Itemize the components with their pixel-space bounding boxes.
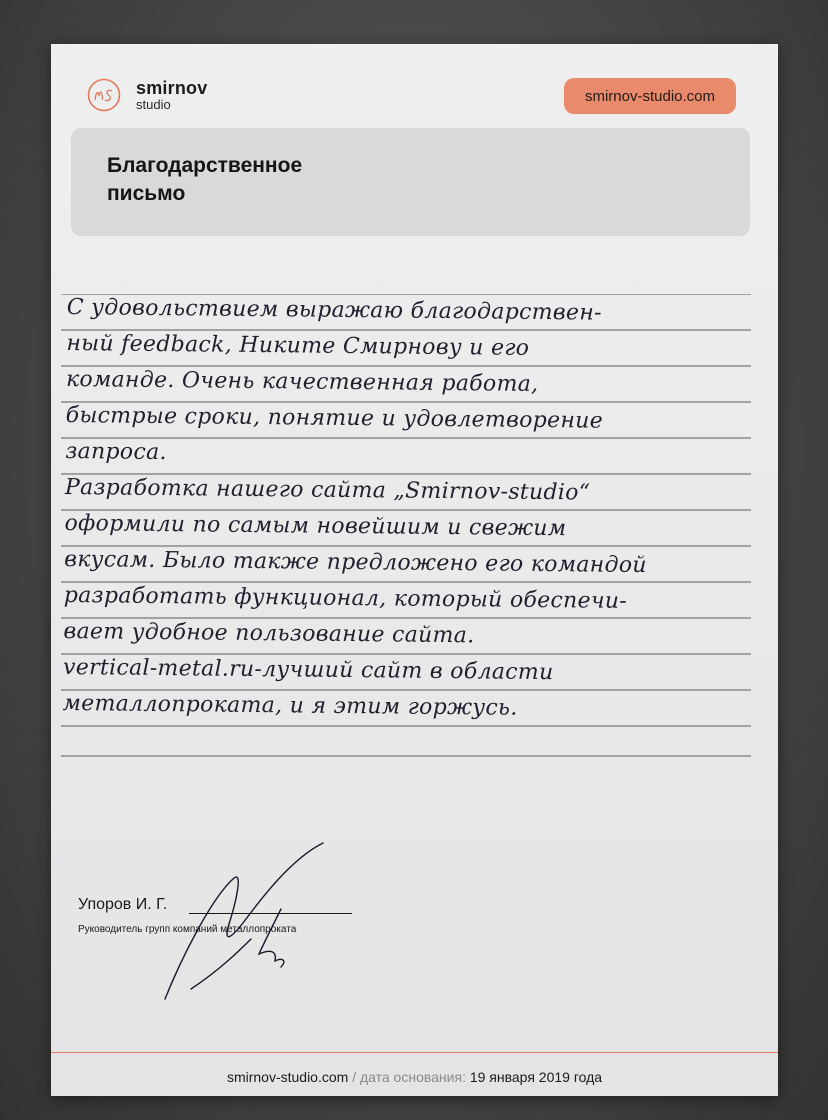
signer-name: Упоров И. Г. xyxy=(78,896,168,913)
handwritten-line: вкусам. Было также предложено его командой xyxy=(64,546,647,579)
handwritten-letter xyxy=(62,290,768,729)
handwritten-line: металлопроката, и я этим горжусь. xyxy=(62,690,518,721)
handwritten-line: оформили по самым новейшим и свежим xyxy=(64,510,567,542)
page-title xyxy=(107,152,302,208)
brand-name: smirnov xyxy=(136,78,208,98)
signer-role: Руководитель групп компаний металлопроката xyxy=(78,924,297,935)
handwritten-line: быстрые сроки, понятие и удовлетворение xyxy=(65,402,604,434)
handwritten-line: запроса. xyxy=(65,438,167,466)
handwritten-line: команде. Очень качественная работа, xyxy=(65,366,539,397)
handwritten-line: вает удобное пользование сайта. xyxy=(63,618,475,649)
title-banner xyxy=(71,128,750,236)
handwritten-line: С удовольствием выражаю благодарствен- xyxy=(66,294,602,326)
handwritten-line: разработать функционал, который обеспечи- xyxy=(63,582,628,614)
website-button[interactable]: smirnov-studio.com xyxy=(564,78,736,114)
handwritten-line: ный feedback, Никите Смирнову и его xyxy=(66,330,530,361)
letter-sheet xyxy=(51,44,778,1096)
title-line-1: Благодарственное xyxy=(107,154,303,177)
handwritten-signature xyxy=(151,839,341,1009)
handwritten-line: vertical-metal.ru-лучший сайт в области xyxy=(62,654,554,686)
smirnov-logo-icon xyxy=(87,78,121,112)
footer-site: smirnov-studio.com xyxy=(226,1069,349,1085)
handwritten-line: Разработка нашего сайта „Smirnov-studio“ xyxy=(64,474,591,506)
footer-founded-date: 19 января 2019 года xyxy=(469,1069,603,1085)
title-line-2: письмо xyxy=(107,182,186,205)
footer xyxy=(51,1069,778,1085)
footer-founded-label: / дата основания: xyxy=(348,1069,470,1085)
brand-sub: studio xyxy=(136,97,171,112)
footer-divider xyxy=(51,1052,778,1053)
